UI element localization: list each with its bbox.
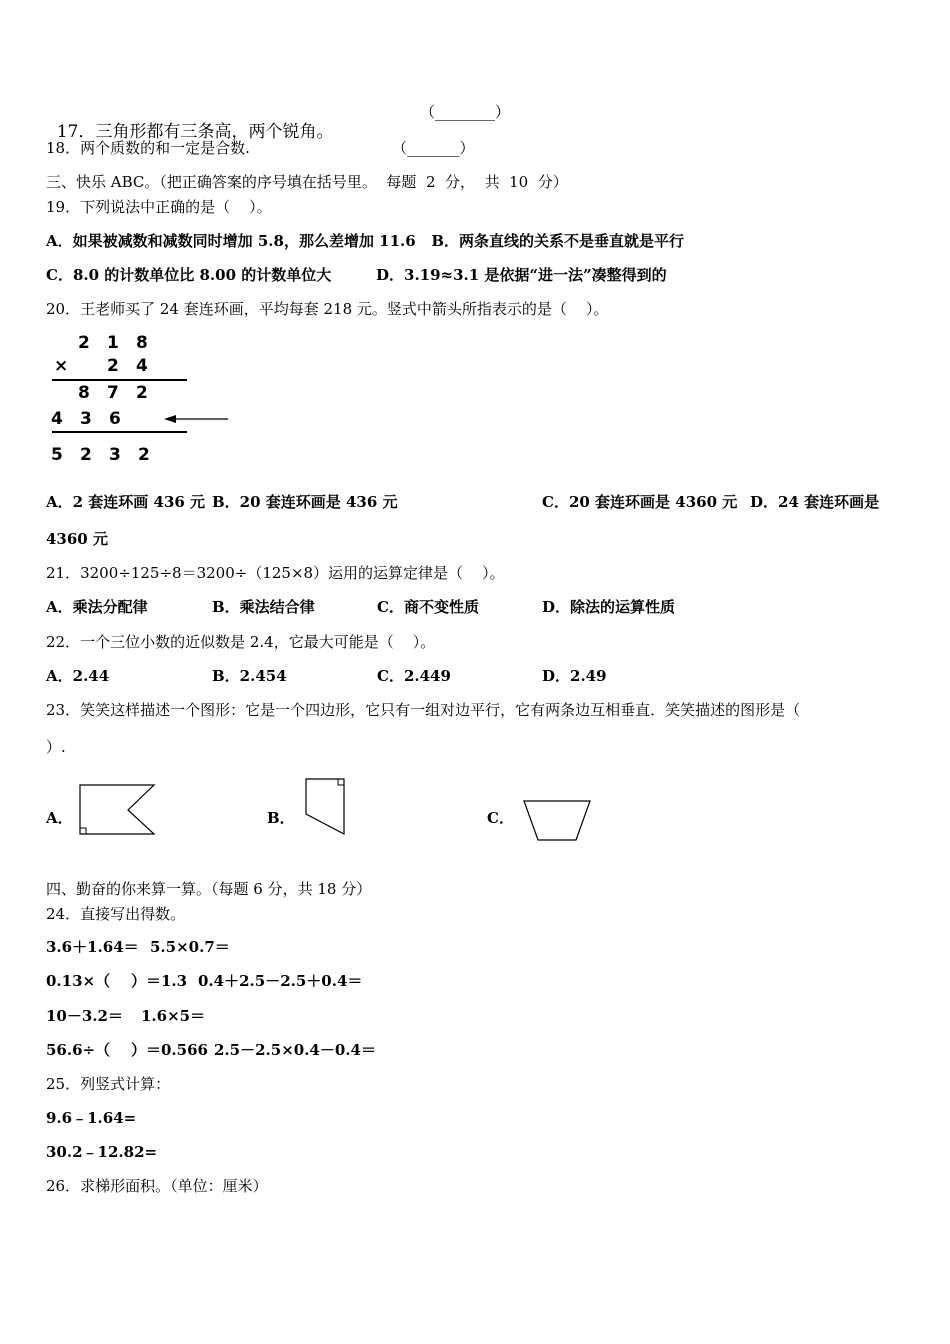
calc-item: 5.5×0.7＝ — [150, 938, 230, 956]
question-25-stem: 25．列竖式计算： — [46, 1075, 171, 1093]
question-22-option-b: B．2.454 — [212, 667, 287, 685]
shape-a-right-trapezoid — [80, 785, 154, 834]
calc-item: 3.6＋1.64＝ — [46, 938, 139, 956]
right-angle-marker-a — [80, 828, 86, 834]
question-20-option-d-cont: 4360 元 — [46, 530, 108, 548]
digit: 2 — [78, 333, 90, 353]
calc-item: 10－3.2＝ — [46, 1007, 123, 1025]
question-19-options-row1: A．如果被减数和减数同时增加 5.8，那么差增加 11.6 B．两条直线的关系不是垂直就是平行 — [46, 232, 685, 250]
digit: 3 — [80, 409, 92, 429]
digit: 1 — [107, 333, 119, 353]
digit: 2 — [136, 383, 148, 403]
section-4-heading: 四、勤奋的你来算一算。（每题 6 分，共 18 分） — [46, 880, 372, 898]
question-19-stem: 19．下列说法中正确的是（ ）。 — [46, 198, 272, 216]
digit: 6 — [109, 409, 121, 429]
question-19-option-d: D．3.19≈3.1 是依据“进一法”凑整得到的 — [376, 266, 667, 284]
digit: 8 — [136, 333, 148, 353]
question-23-label-c: C． — [487, 809, 514, 827]
calc-item: 56.6÷（ ）＝0.566 — [46, 1041, 208, 1059]
question-22-stem: 22．一个三位小数的近似数是 2.4，它最大可能是（ ）。 — [46, 633, 436, 651]
question-21-option-d: D．除法的运算性质 — [542, 598, 676, 616]
question-20-option-d: D．24 套连环画是 — [750, 493, 880, 511]
question-21-option-b: B．乘法结合律 — [212, 598, 315, 616]
shape-c-isosceles-trapezoid — [524, 801, 590, 840]
calc-item: 1.6×5＝ — [141, 1007, 206, 1025]
question-18-answer-blank[interactable]: （_______） — [392, 139, 475, 157]
digit: 2 — [107, 356, 119, 376]
digit: 2 — [80, 445, 92, 465]
shape-b-right-trapezoid — [306, 779, 344, 834]
question-17-answer-blank[interactable]: （________） — [420, 103, 511, 121]
question-19-option-c: C．8.0 的计数单位比 8.00 的计数单位大 — [46, 266, 332, 284]
question-23-stem-cont: ）. — [46, 738, 66, 756]
digit: 5 — [51, 445, 63, 465]
question-21-option-a: A．乘法分配律 — [46, 598, 148, 616]
question-18-text: 18．两个质数的和一定是合数. — [46, 139, 250, 157]
question-20-option-a: A．2 套连环画 436 元 — [46, 493, 206, 511]
section-3-heading: 三、快乐 ABC。（把正确答案的序号填在括号里。 每题 2 分， 共 10 分） — [46, 173, 568, 191]
calc-item: 0.4＋2.5－2.5＋0.4＝ — [198, 972, 363, 990]
arrow-head-icon — [164, 415, 176, 423]
question-22-option-d: D．2.49 — [542, 667, 607, 685]
question-22-option-c: C．2.449 — [377, 667, 451, 685]
vertical-calc-item: 9.6﹣1.64= — [46, 1109, 137, 1127]
calc-item: 0.13×（ ）＝1.3 — [46, 972, 188, 990]
right-angle-marker-b — [338, 779, 344, 785]
times-sign: × — [54, 356, 69, 376]
question-20-option-b: B．20 套连环画是 436 元 — [212, 493, 398, 511]
question-17-text: 17．三角形都有三条高，两个锐角。 — [56, 122, 334, 142]
digit: 8 — [78, 383, 90, 403]
digit: 3 — [109, 445, 121, 465]
vertical-calc-item: 30.2﹣12.82= — [46, 1143, 158, 1161]
question-20-stem: 20．王老师买了 24 套连环画，平均每套 218 元。竖式中箭头所指表示的是（ ）。 — [46, 300, 609, 318]
digit: 7 — [107, 383, 119, 403]
digit: 4 — [136, 356, 148, 376]
question-23-stem: 23．笑笑这样描述一个图形：它是一个四边形，它只有一组对边平行，它有两条边互相垂直．笑笑描述的图形是（ — [46, 701, 801, 719]
question-26-stem: 26．求梯形面积。（单位：厘米） — [46, 1177, 268, 1195]
question-21-option-c: C．商不变性质 — [377, 598, 479, 616]
question-24-stem: 24．直接写出得数。 — [46, 905, 186, 923]
question-22-option-a: A．2.44 — [46, 667, 110, 685]
question-20-option-c: C．20 套连环画是 4360 元 — [542, 493, 738, 511]
calc-item: 2.5－2.5×0.4－0.4＝ — [214, 1041, 376, 1059]
question-21-stem: 21．3200÷125÷8＝3200÷（125×8）运用的运算定律是（ ）。 — [46, 564, 505, 582]
digit: 2 — [138, 445, 150, 465]
question-23-label-b: B． — [267, 809, 295, 827]
question-23-label-a: A． — [46, 809, 73, 827]
digit: 4 — [51, 409, 63, 429]
